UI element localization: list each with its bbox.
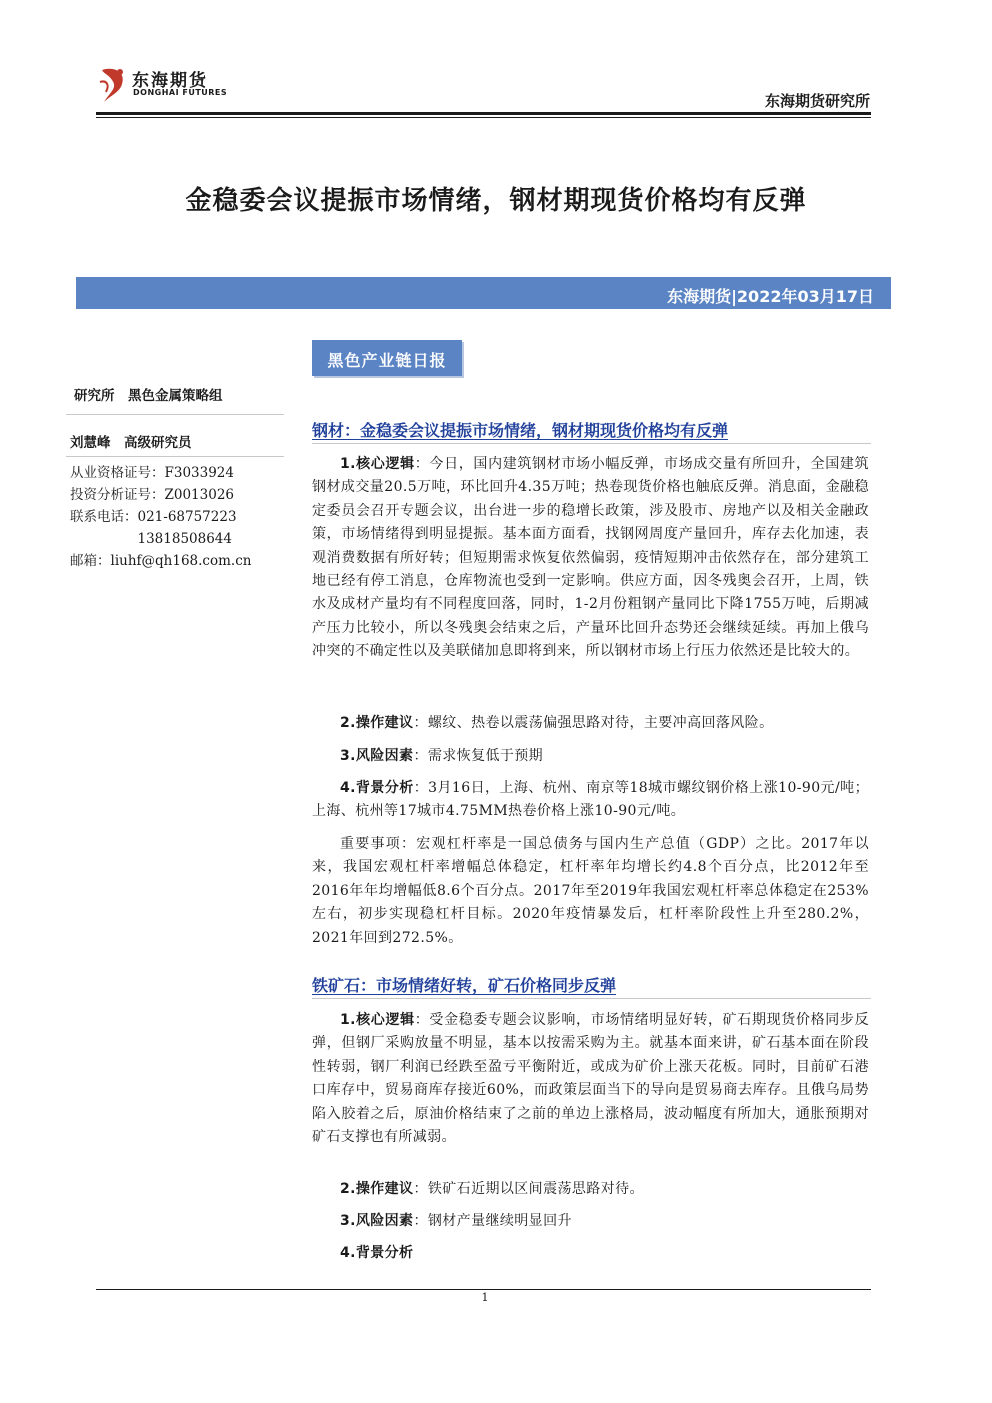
iron-operation-advice [312,1178,869,1201]
sidebar-divider [66,456,284,457]
core-logic-label: 1.核心逻辑 [340,456,415,472]
steel-background [312,777,869,824]
footer-divider [96,1289,871,1290]
iron-background [312,1242,869,1265]
risk-text: ：钢材产量继续明显回升 [413,1213,572,1229]
contact-email: 邮箱：liuhf@qh168.com.cn [70,553,252,569]
operation-text: ：螺纹、热卷以震荡偏强思路对待，主要冲高回落风险。 [413,715,774,731]
risk-text: ：需求恢复低于预期 [413,748,544,764]
header-divider-thin [96,117,871,118]
steel-section-title[interactable]: 钢材：金稳委会议提振市场情绪，钢材期现货价格均有反弹 [312,421,729,440]
steel-core-logic [312,453,869,664]
contact-phone: 联系电话：021-68757223 [70,509,237,525]
iron-core-logic [312,1009,869,1149]
steel-important-notes: 重要事项：宏观杠杆率是一国总债务与国内生产总值（GDP）之比。2017年以来，我国宏观杠杆率增幅总体稳定，杠杆率年均增长约4.8个百分点，比2012年至2016年年均增幅低8.6个百分点。2017年至2019年我国宏观杠杆率总体稳定在253%左右，初步实现稳杠杆目标。2020年疫情暴发后，杠杆率阶段性上升至280.2%，2021年回到272.5%。 [312,836,869,946]
logo-emblem-icon [96,62,130,106]
background-label: 4.背景分析 [340,1245,414,1261]
analysis-number: 投资分析证号：Z0013026 [70,487,235,503]
steel-operation-advice [312,712,869,735]
iron-risk-factors [312,1210,869,1233]
contact-mobile: 13818508644 [70,531,232,547]
logo-english-name: DONGHAI FUTURES [133,88,228,97]
section-divider [312,443,871,444]
sidebar-divider [66,414,284,415]
iron-ore-section-title[interactable]: 铁矿石：市场情绪好转，矿石价格同步反弹 [312,976,617,995]
research-department: 研究所 黑色金属策略组 [74,388,223,404]
report-title: 金稳委会议提振市场情绪，钢材期现货价格均有反弹 [185,186,807,216]
background-label: 4.背景分析 [340,780,414,796]
publish-date: 东海期货|2022年03月17日 [667,287,874,306]
core-logic-label: 1.核心逻辑 [340,1012,415,1028]
risk-label: 3.风险因素 [340,1213,414,1229]
operation-label: 2.操作建议 [340,1181,414,1197]
operation-text: ：铁矿石近期以区间震荡思路对待。 [413,1181,644,1197]
core-logic-text: ：受金稳委专题会议影响，市场情绪明显好转，矿石期现货价格同步反弹，但钢厂采购放量不明显，基本以按需采购为主。就基本面来讲，矿石基本面在阶段性转弱，钢厂利润已经跌至盈亏平衡附近，或成为矿价上涨天花板。同时，目前矿石港口库存中，贸易商库存接近60%，而政策层面当下的导向是贸易商去库存。且俄乌局势陷入胶着之后，原油价格结束了之前的单边上涨格局，波动幅度有所加大，通胀预期对矿石支撑也有所减弱。 [312,1012,869,1146]
header-divider [96,112,871,115]
analyst-name: 刘慧峰 高级研究员 [70,435,192,451]
report-type-tag [312,340,462,376]
institute-name: 东海期货研究所 [764,92,870,110]
core-logic-text: ：今日，国内建筑钢材市场小幅反弹，市场成交量有所回升，全国建筑钢材成交量20.5万吨，环比回升4.35万吨；热卷现货价格也触底反弹。消息面，金融稳定委员会召开专题会议，出台进一步的稳增长政策，涉及股市、房地产以及相关金融政策，市场情绪得到明显提振。基本面方面看，找钢网周度产量回升，库存去化加速，表观消费数据有所好转；但短期需求恢复依然偏弱，疫情短期冲击依然存在，部分建筑工地已经有停工消息，仓库物流也受到一定影响。供应方面，因冬残奥会召开，上周，铁水及成材产量均有不同程度回落，同时，1-2月份粗钢产量同比下降1755万吨，后期减产压力比较小，所以冬残奥会结束之后，产量环比回升态势还会继续延续。再加上俄乌冲突的不确定性以及美联储加息即将到来，所以钢材市场上行压力依然还是比较大的。 [312,456,869,660]
section-divider [312,998,871,999]
steel-risk-factors [312,745,869,768]
page-number: 1 [481,1291,489,1304]
company-logo [96,62,236,108]
operation-label: 2.操作建议 [340,715,414,731]
logo-chinese-name: 东海期货 [132,71,208,91]
risk-label: 3.风险因素 [340,748,414,764]
qualification-number: 从业资格证号：F3033924 [70,465,234,481]
report-type-label: 黑色产业链日报 [327,351,447,370]
background-text: ：3月16日，上海、杭州、南京等18城市螺纹钢价格上涨10-90元/吨；上海、杭州等17城市4.75MM热卷价格上涨10-90元/吨。 [312,780,869,820]
